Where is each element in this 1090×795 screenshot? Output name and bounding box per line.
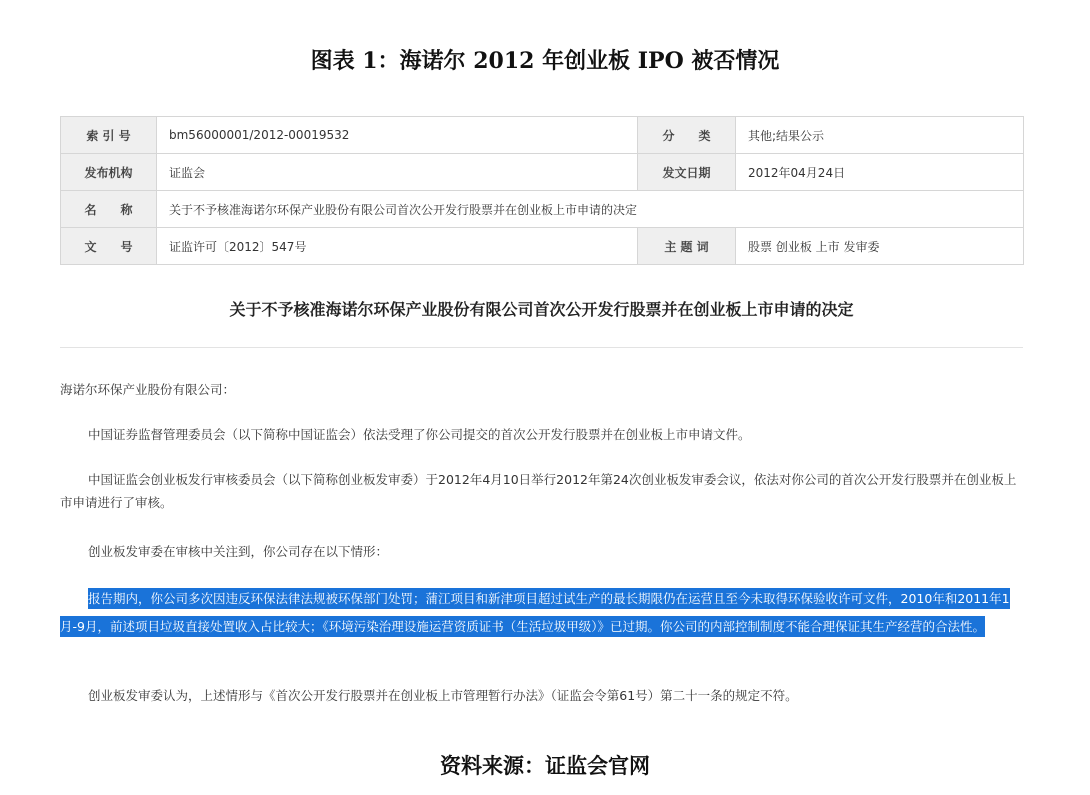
metadata-table <box>60 116 1024 265</box>
name-value: 关于不予核准海诺尔环保产业股份有限公司首次公开发行股票并在创业板上市申请的决定 <box>157 191 1024 228</box>
paragraph-2: 中国证监会创业板发行审核委员会（以下简称创业板发审委）于2012年4月10日举行2012年第24次创业板发审委会议，依法对你公司的首次公开发行股票并在创业板上市申请进行了审核。 <box>60 472 1017 510</box>
paragraph-1: 中国证券监督管理委员会（以下简称中国证监会）依法受理了你公司提交的首次公开发行股票并在创业板上市申请文件。 <box>88 427 751 442</box>
keywords-label: 主 题 词 <box>638 228 736 265</box>
table-row <box>61 154 1024 191</box>
index-number-label: 索 引 号 <box>61 117 157 154</box>
category-label: 分 类 <box>638 117 736 154</box>
issuer-value: 证监会 <box>157 154 638 191</box>
keywords-value: 股票 创业板 上市 发审委 <box>736 228 1024 265</box>
issue-date-value: 2012年04月24日 <box>736 154 1024 191</box>
paragraph-3: 创业板发审委在审核中关注到，你公司存在以下情形： <box>88 544 389 559</box>
document-number-value: 证监许可〔2012〕547号 <box>157 228 638 265</box>
salutation: 海诺尔环保产业股份有限公司： <box>60 382 236 397</box>
document-number-label: 文 号 <box>61 228 157 265</box>
paragraph-5: 创业板发审委认为，上述情形与《首次公开发行股票并在创业板上市管理暂行办法》（证监会令第61号）第二十一条的规定不符。 <box>88 688 798 703</box>
source-caption: 资料来源：证监会官网 <box>440 753 650 778</box>
name-label: 名 称 <box>61 191 157 228</box>
document-heading: 关于不予核准海诺尔环保产业股份有限公司首次公开发行股票并在创业板上市申请的决定 <box>229 300 854 319</box>
table-row <box>61 228 1024 265</box>
index-number-value: bm56000001/2012-00019532 <box>157 117 638 154</box>
table-row <box>61 117 1024 154</box>
divider <box>60 347 1023 348</box>
table-row <box>61 191 1024 228</box>
issue-date-label: 发文日期 <box>638 154 736 191</box>
highlighted-text-selection[interactable]: 报告期内，你公司多次因违反环保法律法规被环保部门处罚；蒲江项目和新津项目超过试生产的最长期限仍在运营且至今未取得环保验收许可文件，2010年和2011年1月-9月，前述项目垃圾直接处置收入占比较大；《环境污染治理设施运营资质证书（生活垃圾甲级）》已过期。你公司的内部控制制度不能合理保证其生产经营的合法性。 <box>60 588 1010 637</box>
figure-title: 图表 1：海诺尔 2012 年创业板 IPO 被否情况 <box>310 48 780 74</box>
paragraph-4 <box>60 585 1023 641</box>
category-value: 其他;结果公示 <box>736 117 1024 154</box>
issuer-label: 发布机构 <box>61 154 157 191</box>
